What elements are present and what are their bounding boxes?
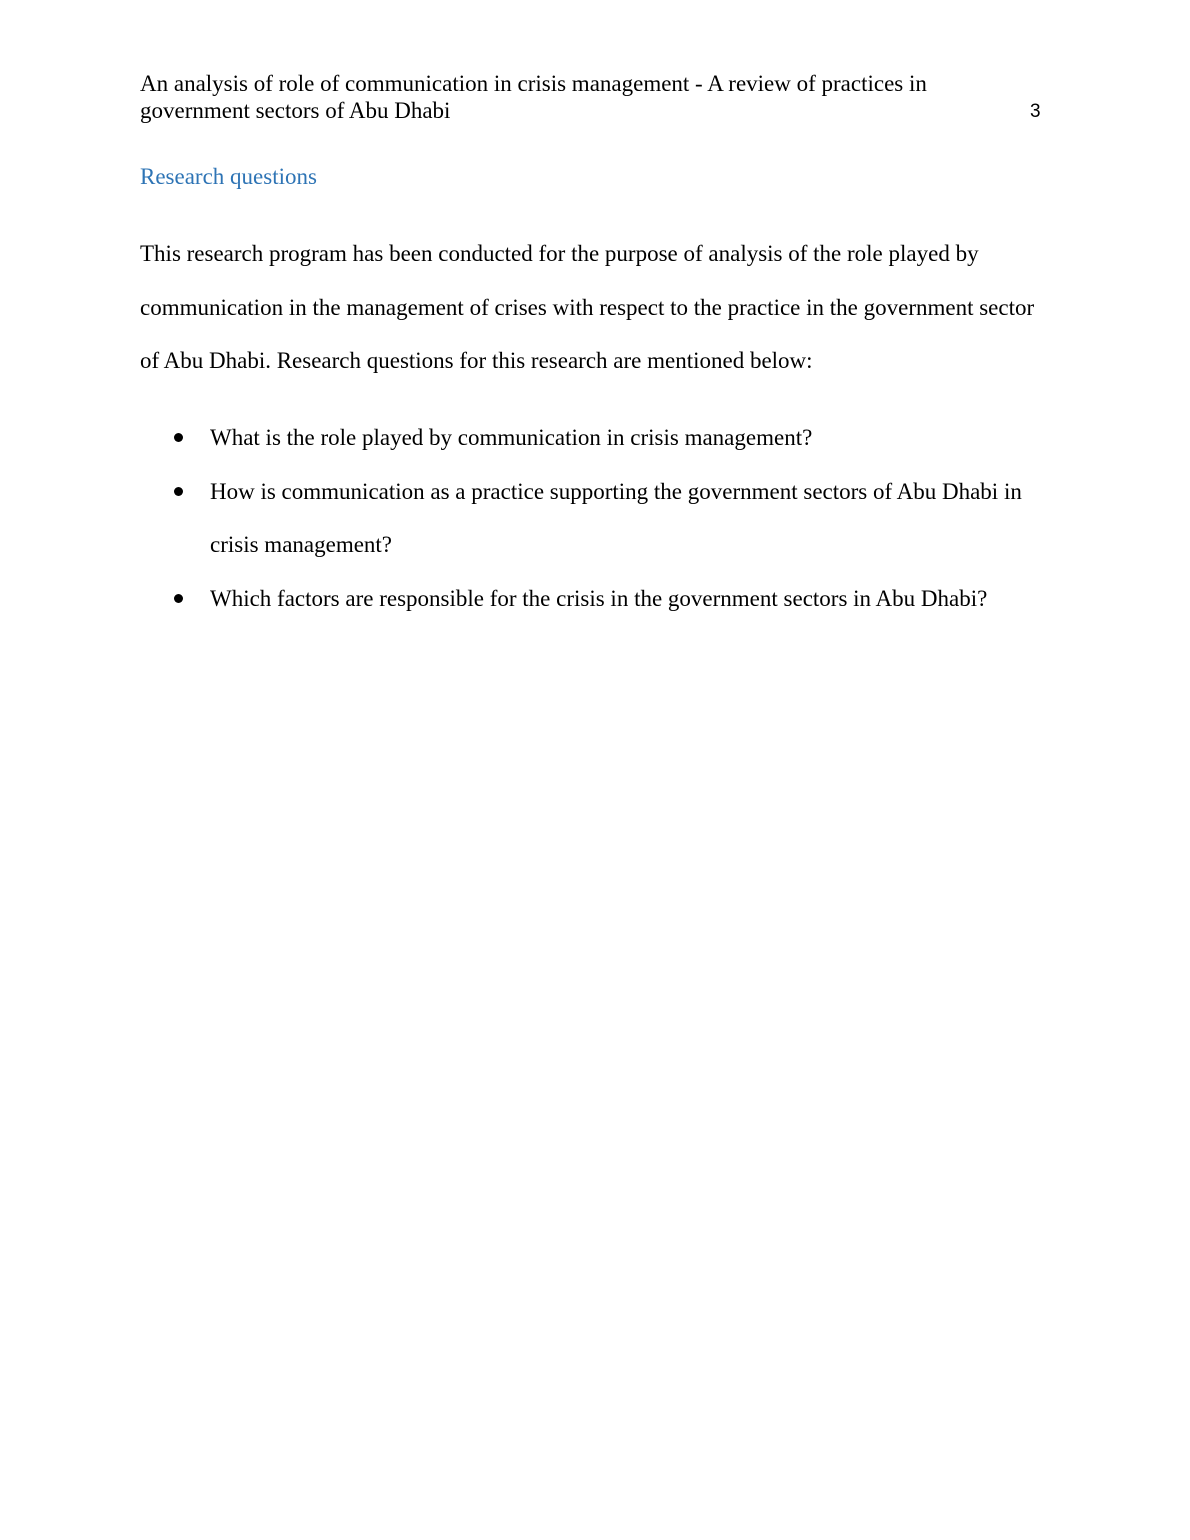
bullet-icon (174, 433, 183, 442)
running-header-title: An analysis of role of communication in crisis management - A review of practices in government sectors of Abu Dhabi (140, 71, 927, 123)
research-question-list (140, 411, 1055, 625)
list-item (140, 411, 1055, 465)
research-question-text: What is the role played by communication in crisis management? (210, 425, 813, 450)
bullet-icon (174, 594, 183, 603)
research-question-text: How is communication as a practice supporting the government sectors of Abu Dhabi in crisis management? (210, 478, 1022, 557)
section-heading: Research questions (140, 164, 317, 189)
body-paragraph: This research program has been conducted for the purpose of analysis of the role played by communication in the management of crises with respect to the practice in the government sector of Abu Dhabi. Research questions for this research are mentioned below: (140, 241, 1035, 373)
bullet-icon (174, 487, 183, 496)
list-item (140, 572, 1055, 626)
research-question-text: Which factors are responsible for the crisis in the government sectors in Abu Dhabi? (210, 585, 988, 611)
list-item (140, 465, 1055, 572)
page-number: 3 (1030, 101, 1041, 122)
